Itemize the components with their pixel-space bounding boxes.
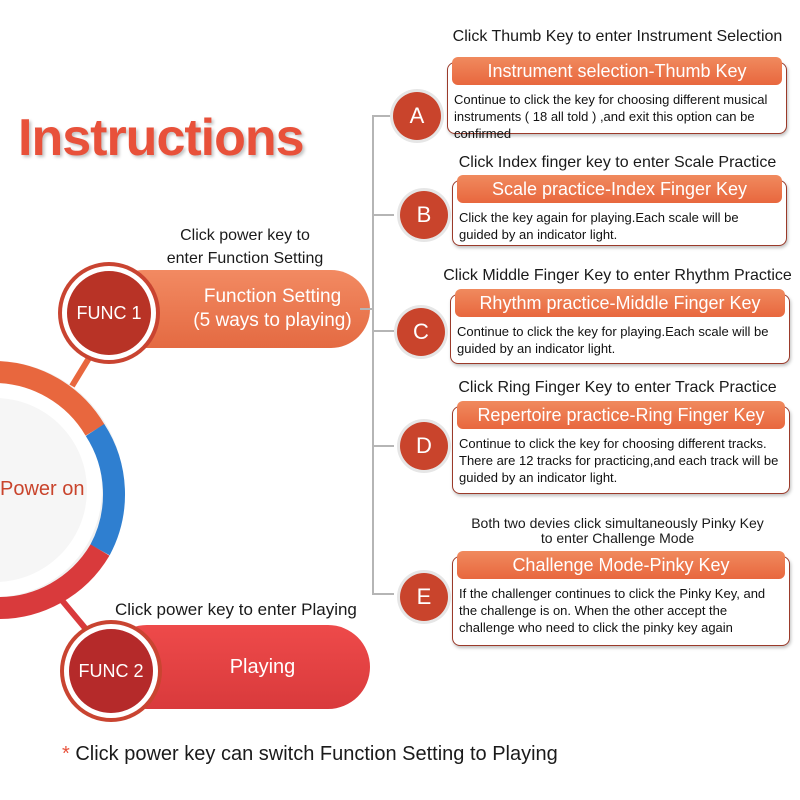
mode-e-title: Challenge Mode-Pinky Key [457, 551, 785, 579]
mode-c-card [450, 294, 790, 364]
footnote-star: * [62, 743, 70, 765]
mode-e-description: If the challenger continues to click the Pinky Key, and the challenge is on. When the other accept the challenge who need to click the pinky key again [459, 586, 766, 635]
mode-a-card [447, 60, 787, 141]
connector-func1 [360, 308, 374, 310]
func2-caption: Click power key to enter Playing [115, 600, 357, 619]
mode-a-description: Continue to click the key for choosing different musical instruments ( 18 all told ) ,and exit this option can be confirmed [454, 92, 768, 141]
connector-b [372, 214, 394, 216]
footnote-text: Click power key can switch Function Setting to Playing [69, 743, 558, 765]
mode-d-badge: D [400, 422, 448, 470]
mode-d-description: Continue to click the key for choosing different tracks. There are 12 tracks for practicing,and each track will be guided by an indicator light. [459, 436, 779, 485]
connector-a [372, 115, 394, 117]
mode-b-caption: Click Index finger key to enter Scale Practice [458, 154, 777, 171]
mode-c-description: Continue to click the key for playing.Each scale will be guided by an indicator light. [457, 324, 769, 356]
mode-b-badge: B [400, 191, 448, 239]
mode-e-caption [440, 516, 795, 546]
mode-d-title: Repertoire practice-Ring Finger Key [457, 401, 785, 429]
mode-e-card [452, 556, 790, 646]
connector-d [372, 445, 394, 447]
mode-e-caption-line1: Both two devies click simultaneously Pinky Key [471, 515, 764, 531]
func1-caption-line2: enter Function Setting [166, 250, 324, 267]
mode-d-card [452, 406, 790, 494]
power-on-label: Power on [0, 478, 85, 500]
func1-caption-line1: Click power key to [180, 227, 310, 244]
mode-e-caption-line2: to enter Challenge Mode [540, 530, 695, 546]
mode-a-title: Instrument selection-Thumb Key [452, 57, 782, 85]
footnote [62, 743, 558, 766]
func1-badge: FUNC 1 [62, 266, 156, 360]
mode-b-card [452, 180, 787, 246]
connector-spine [372, 115, 374, 595]
func1-caption [140, 224, 350, 270]
mode-a-badge: A [393, 92, 441, 140]
mode-c-caption: Click Middle Finger Key to enter Rhythm Practice [443, 267, 792, 284]
mode-d-caption: Click Ring Finger Key to enter Track Practice [458, 379, 777, 396]
func1-label-line1: Function Setting [203, 286, 342, 307]
mode-c-badge: C [397, 308, 445, 356]
connector-c [372, 330, 394, 332]
func2-badge: FUNC 2 [64, 624, 158, 718]
mode-b-description: Click the key again for playing.Each scale will be guided by an indicator light. [459, 210, 739, 242]
mode-b-title: Scale practice-Index Finger Key [457, 175, 782, 203]
mode-a-caption: Click Thumb Key to enter Instrument Selection [452, 28, 783, 45]
mode-e-badge: E [400, 573, 448, 621]
connector-e [372, 593, 394, 595]
mode-c-title: Rhythm practice-Middle Finger Key [455, 289, 785, 317]
page-title: Instructions [18, 109, 304, 167]
func2-label: Playing [229, 655, 296, 678]
func1-label-line2: (5 ways to playing) [193, 310, 352, 331]
